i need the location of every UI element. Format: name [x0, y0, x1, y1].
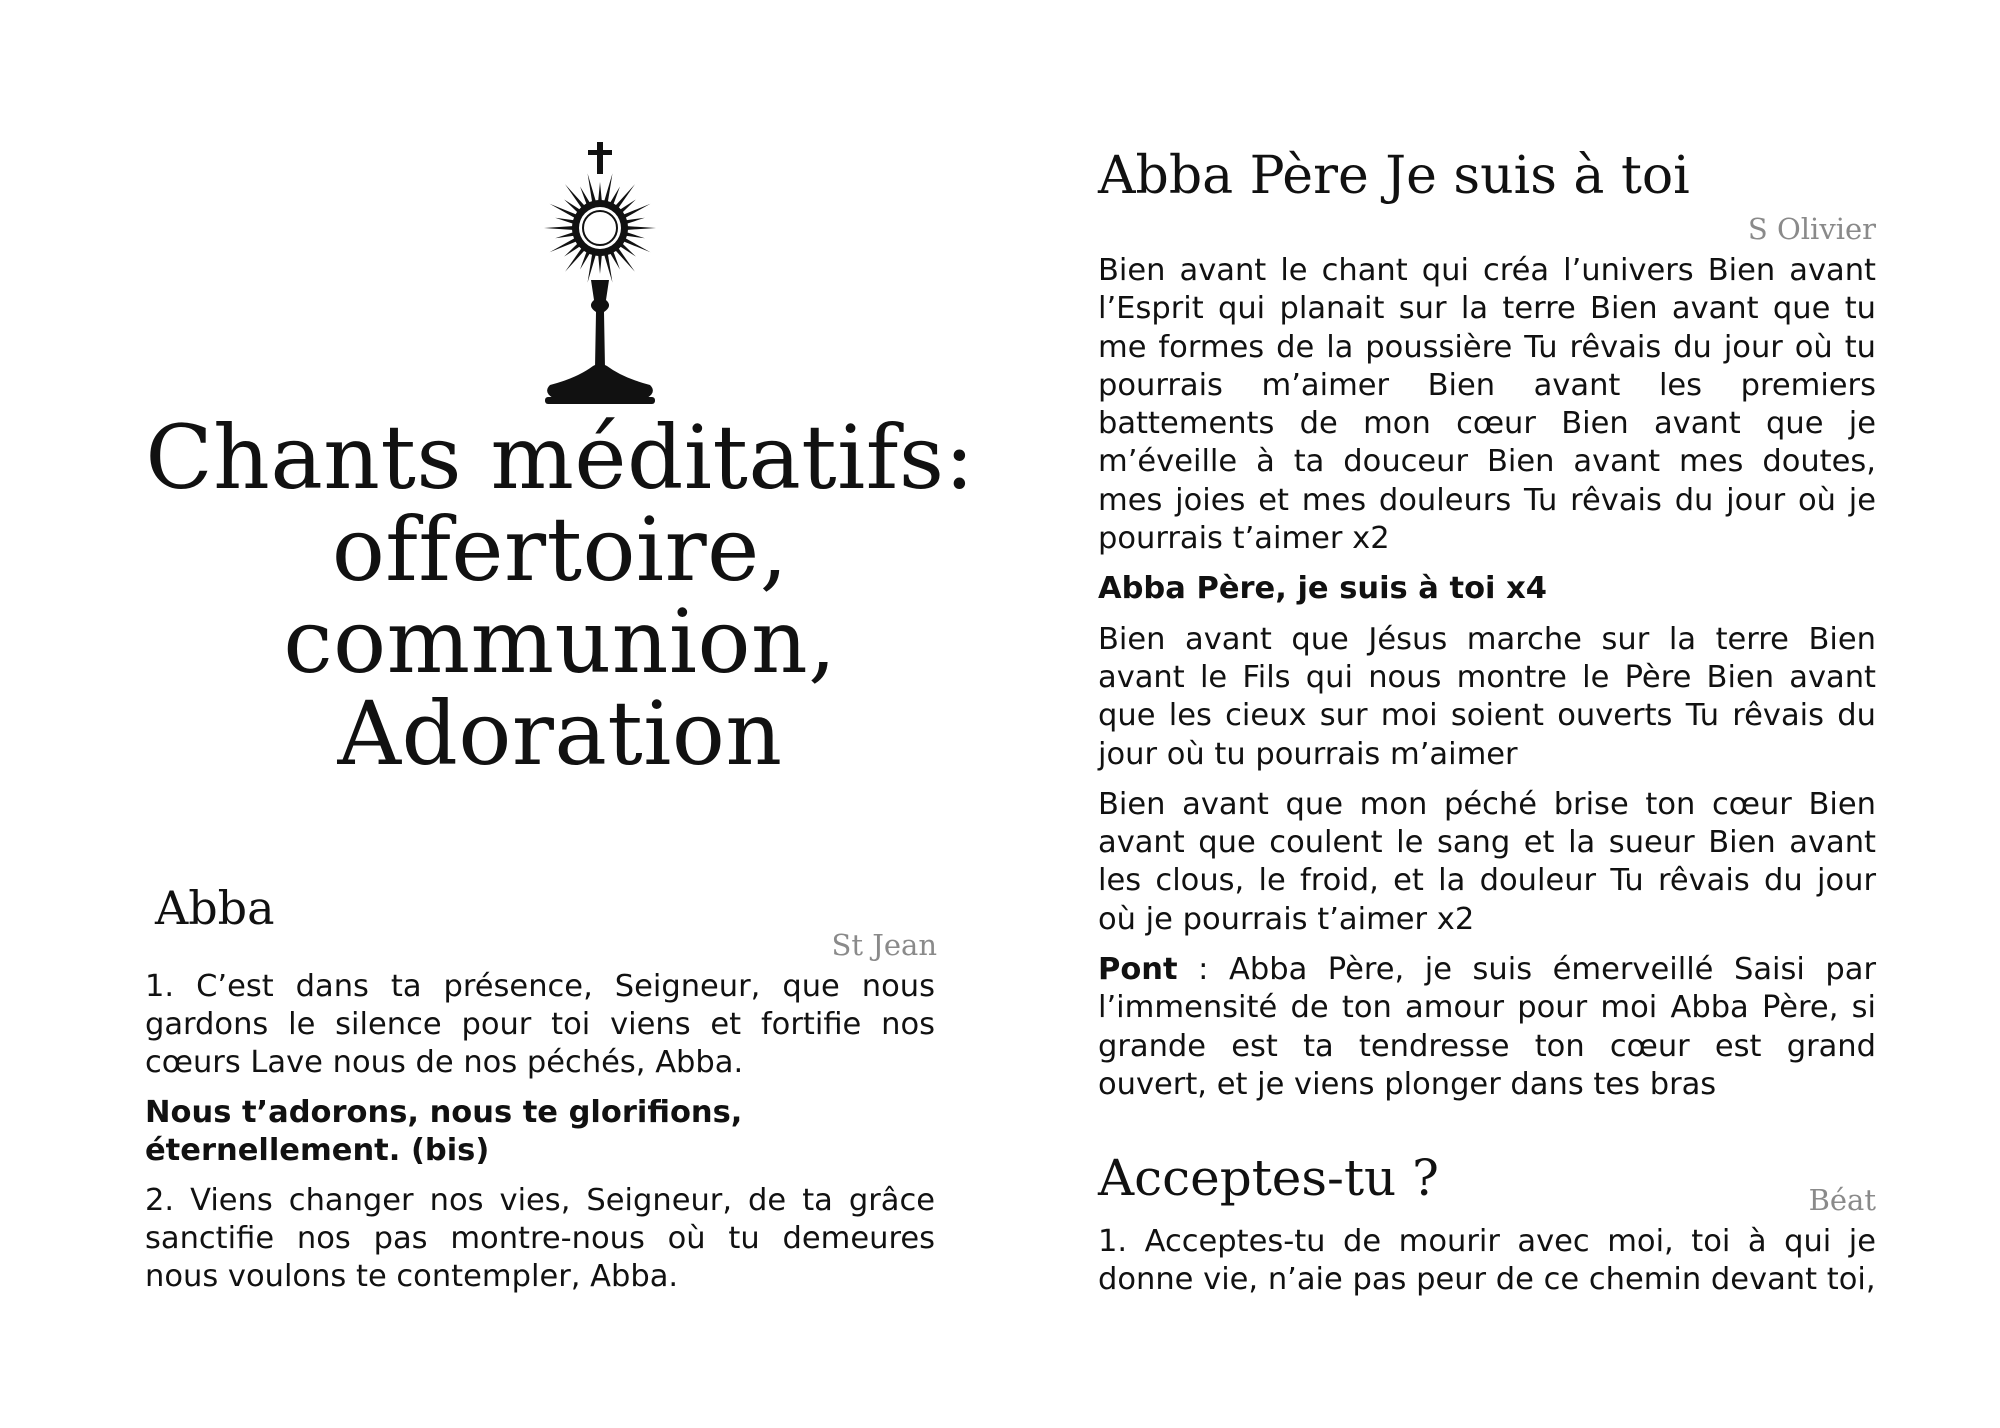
verse-1: 1. C’est dans ta présence, Seigneur, que nous gardons le silence pour toi viens et fortifie nos cœurs Lave nous de nos péchés, Abba.	[145, 969, 935, 1080]
song-author-acceptes-tu: Béat	[1808, 1183, 1876, 1217]
main-title	[135, 406, 985, 785]
main-title-line: Adoration	[337, 682, 783, 785]
song-author-abba-pere: S Olivier	[1747, 212, 1876, 246]
song-body-abba	[145, 968, 935, 1308]
song-author-abba: St Jean	[831, 928, 937, 962]
verse-2: Bien avant que Jésus marche sur la terre Bien avant le Fils qui nous montre le Père Bien avant que les cieux sur moi soient ouverts Tu rêvais du jour où tu pourrais m’aimer	[1098, 621, 1876, 772]
verse-2: 2. Viens changer nos vies, Seigneur, de ta grâce sanctifie nos pas montre-nous où tu demeures nous voulons te contempler, Abba.	[145, 1183, 935, 1294]
refrain: Abba Père, je suis à toi x4	[1098, 571, 1547, 607]
main-title-line: offertoire,	[331, 498, 789, 601]
left-column	[145, 0, 975, 1428]
bridge-separator: :	[1177, 952, 1229, 988]
song-title-abba-pere: Abba Père Je suis à toi	[1098, 146, 1690, 206]
right-column	[1098, 0, 1876, 1428]
refrain-line-1: Nous t’adorons, nous te glorifions,	[145, 1095, 743, 1130]
bridge	[1098, 951, 1876, 1104]
song-title-acceptes-tu: Acceptes-tu ?	[1098, 1149, 1439, 1207]
verse-3: Bien avant que mon péché brise ton cœur Bien avant que coulent le sang et la sueur Bien avant les clous, le froid, et la douleur Tu rêvais du jour où je pourrais t’aimer x2	[1098, 786, 1876, 937]
bridge-text: Abba Père, je suis émerveillé Saisi par l’immensité de ton amour pour moi Abba Père, si grande est ta tendresse ton cœur est grand ouvert, et je viens plonger dans tes bras	[1098, 952, 1876, 1102]
main-title-line: Chants méditatifs:	[145, 406, 975, 509]
song-title-abba: Abba	[155, 881, 275, 935]
verse-1: 1. Acceptes-tu de mourir avec moi, toi à qui je donne vie, n’aie pas peur de ce chemin devant toi,	[1098, 1224, 1876, 1297]
refrain-line-2: éternellement. (bis)	[145, 1133, 490, 1168]
verse-1: Bien avant le chant qui créa l’univers Bien avant l’Esprit qui planait sur la terre Bien avant que tu me formes de la poussière Tu rêvais du jour où tu pourrais m’aimer Bien avant les premiers battements de mon cœur Bien avant que je m’éveille à ta douceur Bien avant mes doutes, mes joies et mes douleurs Tu rêvais du jour où je pourrais t’aimer x2	[1098, 253, 1876, 557]
song-body-abba-pere	[1098, 252, 1876, 1116]
bridge-label: Pont	[1098, 952, 1178, 988]
refrain	[145, 1094, 935, 1170]
main-title-line: communion,	[283, 590, 837, 693]
monstrance-icon	[505, 140, 695, 405]
song-body-acceptes-tu	[1098, 1223, 1876, 1311]
